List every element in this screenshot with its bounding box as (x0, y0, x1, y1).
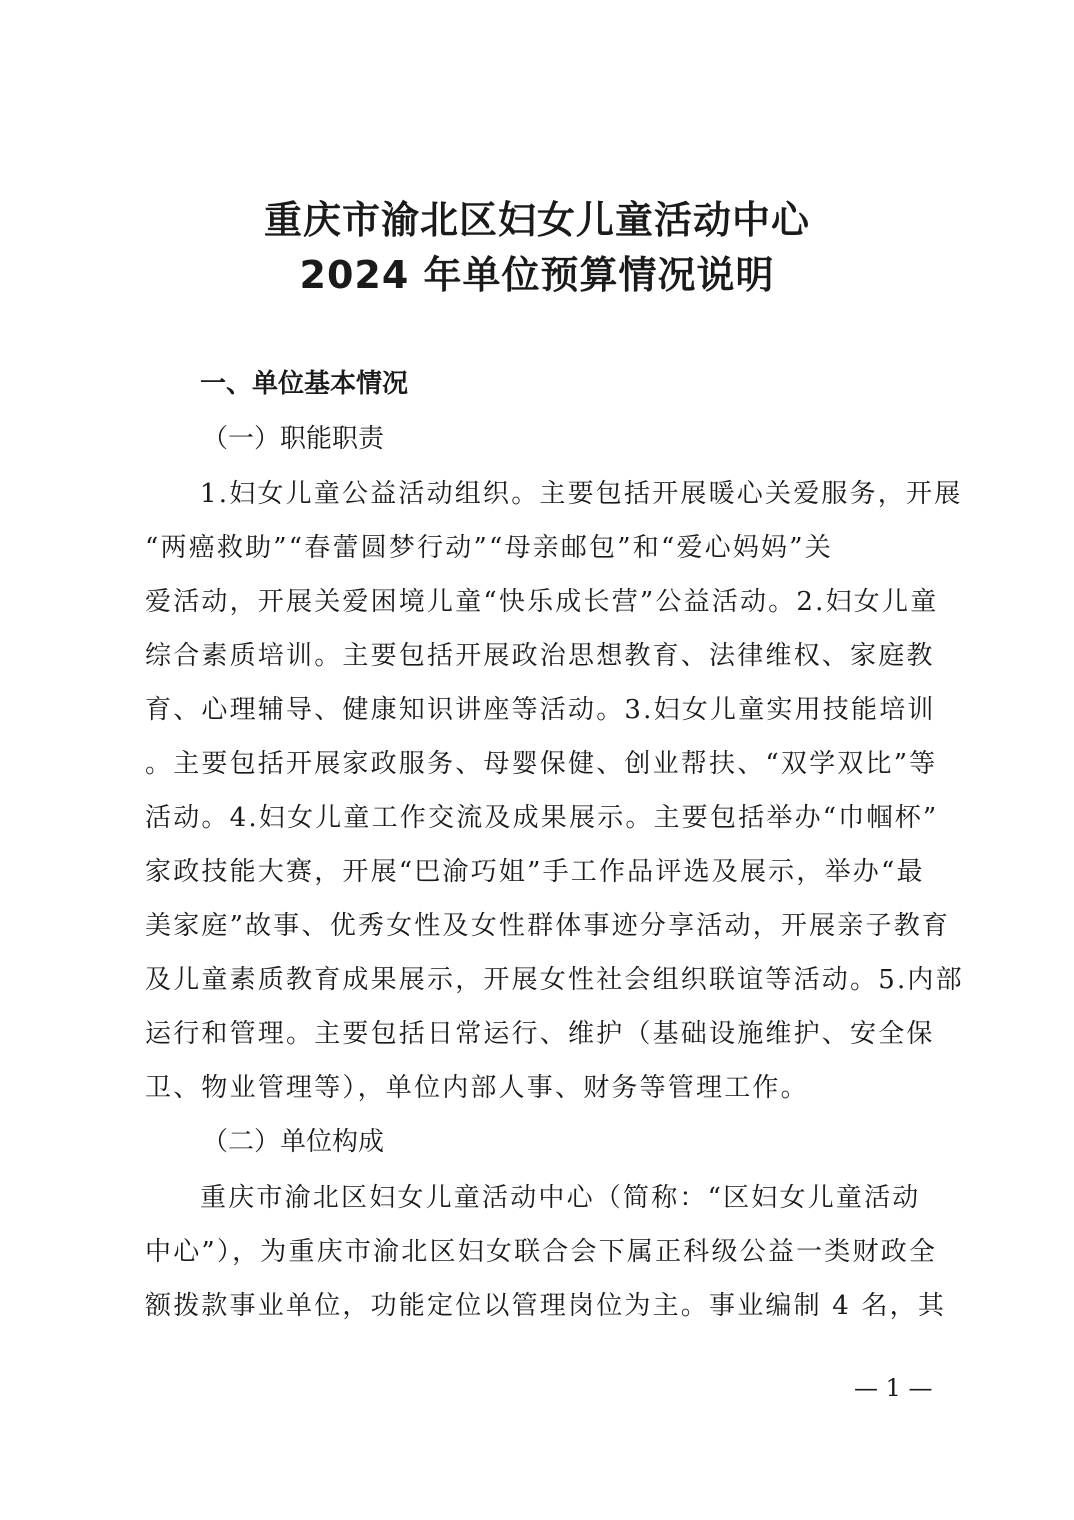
document-title-line-2: 2024 年单位预算情况说明 (299, 253, 775, 297)
paragraph-line: 额拨款事业单位，功能定位以管理岗位为主。事业编制 4 名，其 (145, 1291, 947, 1321)
paragraph-line: 及儿童素质教育成果展示，开展女性社会组织联谊等活动。5.内部 (145, 965, 964, 995)
paragraph-line: 中心”），为重庆市渝北区妇女联合会下属正科级公益一类财政全 (145, 1237, 938, 1267)
paragraph-line: 美家庭”故事、优秀女性及女性群体事迹分享活动，开展亲子教育 (145, 911, 951, 941)
subsection-heading-duties: （一）职能职责 (202, 424, 385, 454)
page-number: — 1 — (854, 1374, 933, 1402)
paragraph-line: “两癌救助”“春蕾圆梦行动”“母亲邮包”和“爱心妈妈”关 (145, 533, 833, 563)
document-title-line-1: 重庆市渝北区妇女儿童活动中心 (263, 198, 810, 242)
paragraph-line: 综合素质培训。主要包括开展政治思想教育、法律维权、家庭教 (145, 641, 935, 671)
section-heading: 一、单位基本情况 (200, 369, 409, 399)
subsection-heading-composition: （二）单位构成 (202, 1127, 385, 1157)
paragraph-line: 卫、物业管理等），单位内部人事、财务等管理工作。 (145, 1073, 809, 1103)
paragraph-line: 活动。4.妇女儿童工作交流及成果展示。主要包括举办“巾帼杯” (145, 803, 939, 833)
paragraph-line: 运行和管理。主要包括日常运行、维护（基础设施维护、安全保 (145, 1019, 935, 1049)
paragraph-line: 1.妇女儿童公益活动组织。主要包括开展暖心关爱服务，开展 (200, 479, 963, 509)
paragraph-line: 重庆市渝北区妇女儿童活动中心（简称：“区妇女儿童活动 (200, 1183, 921, 1213)
paragraph-line: 家政技能大赛，开展“巴渝巧姐”手工作品评选及展示，举办“最 (145, 857, 925, 887)
paragraph-line: 育、心理辅导、健康知识讲座等活动。3.妇女儿童实用技能培训 (145, 695, 936, 725)
paragraph-line: 。主要包括开展家政服务、母婴保健、创业帮扶、“双学双比”等 (145, 749, 938, 779)
paragraph-line: 爱活动，开展关爱困境儿童“快乐成长营”公益活动。2.妇女儿童 (145, 587, 939, 617)
